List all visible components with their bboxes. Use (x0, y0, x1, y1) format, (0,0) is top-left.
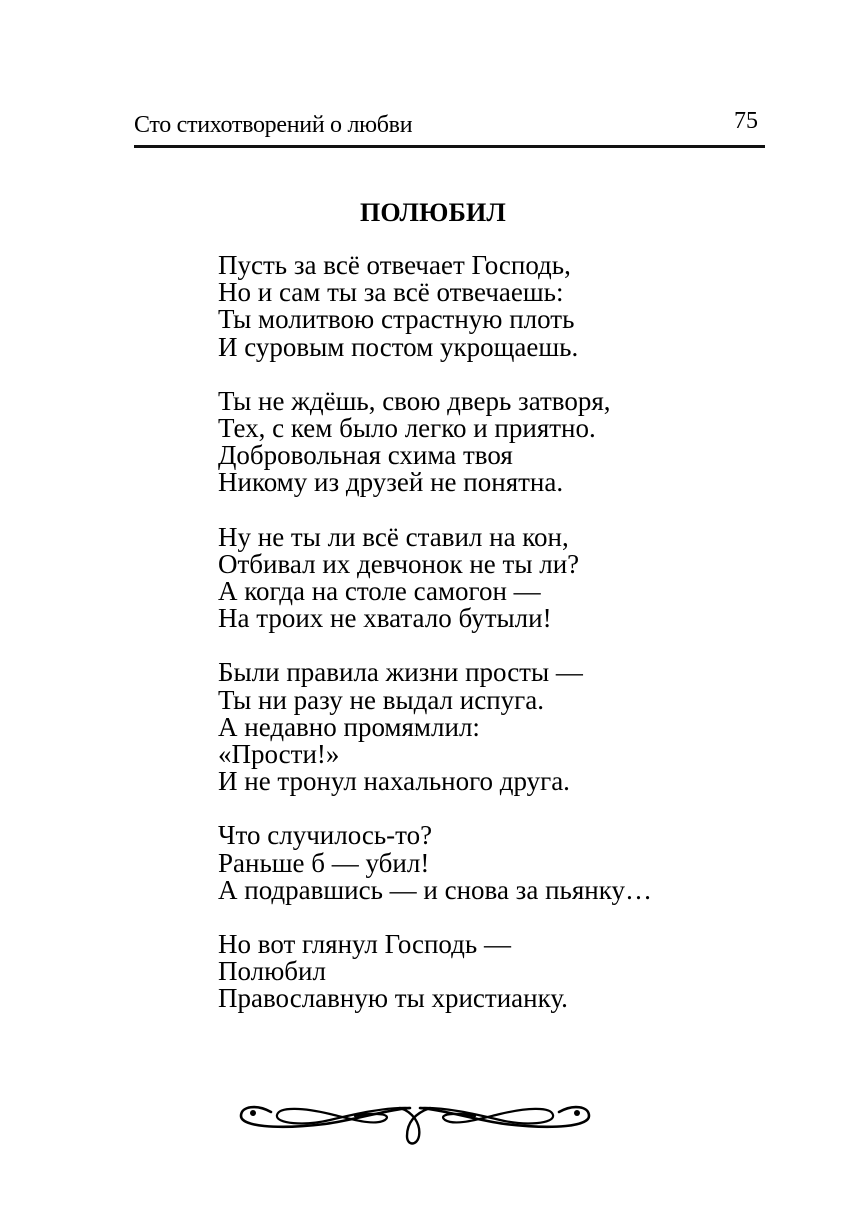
poem-line: И суровым постом укрощаешь. (218, 331, 579, 362)
stanza (218, 931, 652, 1013)
poem-line: Отбивал их девчонок не ты ли? (218, 548, 580, 579)
poem-line: Но и сам ты за всё отвечаешь: (218, 277, 564, 308)
poem-line: Раньше б — убил! (218, 847, 430, 878)
poem-line: Что случилось-то? (218, 820, 433, 851)
poem-line: Пусть за всё отвечает Господь, (218, 250, 571, 280)
poem-line: Тех, с кем было легко и приятно. (218, 413, 596, 444)
poem-body (218, 252, 652, 1040)
poem-line: Никому из друзей не понятна. (218, 467, 564, 498)
poem-line: И не тронул нахального друга. (218, 766, 570, 797)
stanza (218, 252, 652, 361)
poem-line: Православную ты христианку. (218, 983, 568, 1014)
header-rule (134, 145, 765, 148)
poem-line: Ты молитвою страстную плоть (218, 304, 575, 335)
poem-title: ПОЛЮБИЛ (360, 198, 506, 227)
stanza (218, 659, 652, 795)
poem-line: А когда на столе самогон — (218, 576, 541, 607)
book-title: Сто стихотворений о любви (134, 112, 413, 138)
stanza (218, 521, 652, 634)
poem-line: Полюбил (218, 956, 326, 987)
poem-line: Добровольная схима твоя (218, 440, 513, 471)
running-head (134, 108, 764, 138)
poem-line: А подравшись — и снова за пьянку… (218, 874, 652, 905)
poem-line: Ну не ты ли всё ставил на кон, (218, 521, 569, 552)
poem-line: «Прости!» (218, 739, 340, 770)
poem-line: Ты не ждёшь, свою дверь затворя, (218, 385, 611, 416)
poem-line: На троих не хватало бутыли! (218, 603, 552, 634)
stanza (218, 385, 652, 498)
poem-line: Были правила жизни просты — (218, 657, 583, 688)
page-number: 75 (734, 108, 758, 134)
poem-line: Но вот глянул Господь — (218, 929, 511, 960)
stanza (218, 822, 652, 904)
flourish-divider-icon (235, 1094, 595, 1154)
poem-line: А недавно промямлил: (218, 711, 480, 742)
poem-line: Ты ни разу не выдал испуга. (218, 684, 544, 715)
